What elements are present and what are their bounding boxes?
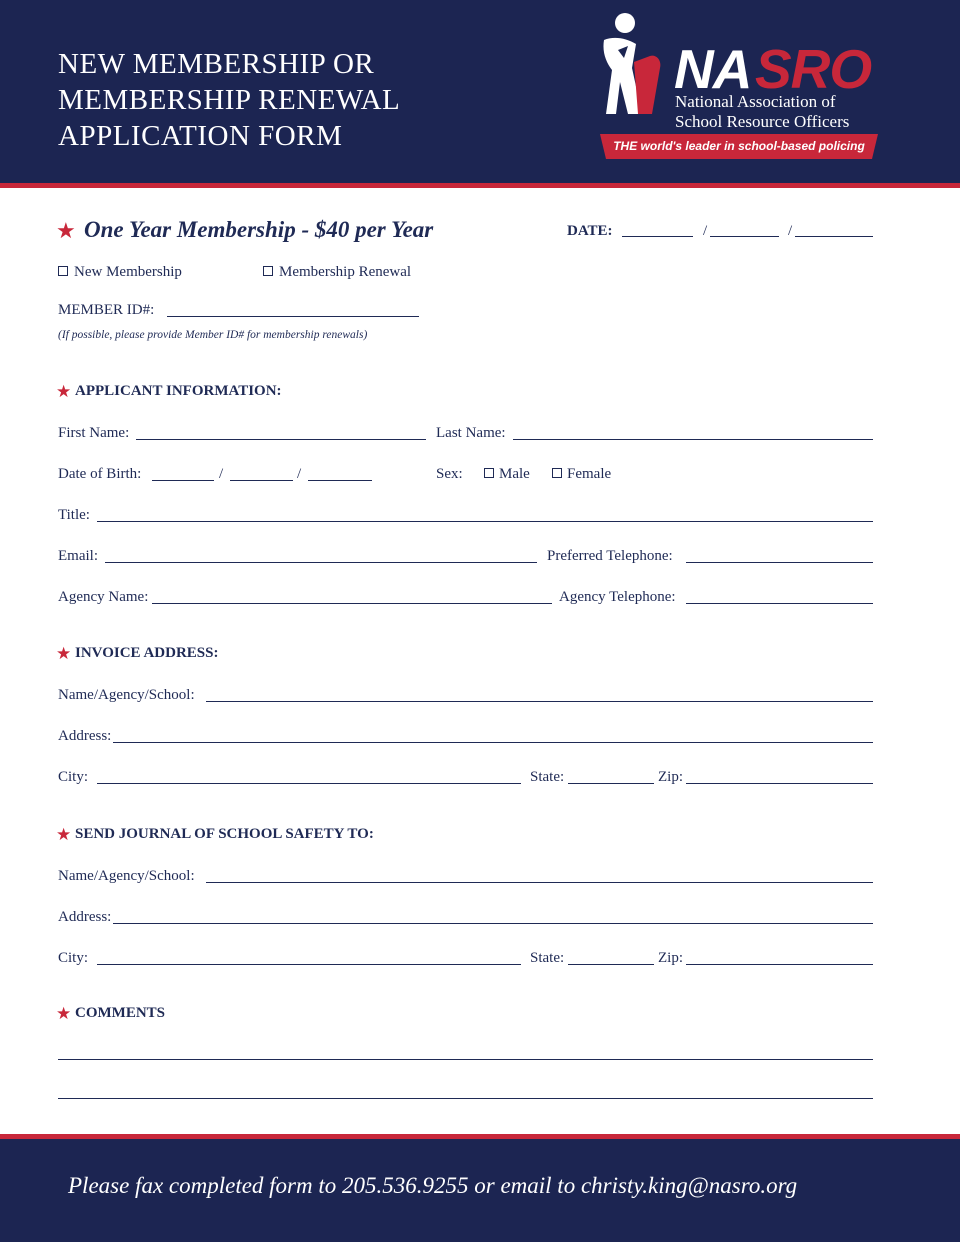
invoice-state-label: State: (530, 769, 565, 785)
invoice-state-field[interactable] (568, 783, 654, 784)
dob-separator: / (297, 466, 302, 482)
last-name-field[interactable] (513, 439, 873, 440)
last-name-label: Last Name: (436, 425, 506, 441)
membership-renewal-checkbox[interactable] (263, 266, 273, 276)
person-figure-icon (598, 10, 678, 130)
agency-name-field[interactable] (152, 603, 552, 604)
journal-state-field[interactable] (568, 964, 654, 965)
female-label: Female (567, 466, 612, 482)
new-membership-label: New Membership (74, 264, 182, 280)
sex-label: Sex: (436, 466, 463, 482)
logo-wordmark-sro: SRO (755, 38, 872, 100)
journal-city-field[interactable] (97, 964, 521, 965)
dob-month-field[interactable] (152, 480, 214, 481)
header-divider (0, 183, 960, 188)
invoice-city-field[interactable] (97, 783, 521, 784)
email-field[interactable] (105, 562, 537, 563)
comments-line-1[interactable] (58, 1059, 873, 1060)
star-icon: ★ (56, 644, 72, 663)
journal-city-label: City: (58, 950, 89, 966)
applicant-heading: APPLICANT INFORMATION: (75, 383, 282, 399)
membership-renewal-label: Membership Renewal (279, 264, 412, 280)
agency-name-label: Agency Name: (58, 589, 149, 605)
nasro-logo (598, 10, 888, 165)
comments-line-2[interactable] (58, 1098, 873, 1099)
date-separator: / (788, 223, 793, 239)
male-label: Male (499, 466, 530, 482)
invoice-address-field[interactable] (113, 742, 873, 743)
journal-name-field[interactable] (206, 882, 873, 883)
journal-zip-field[interactable] (686, 964, 873, 965)
footer-instructions: Please fax completed form to 205.536.9255 or email to christy.king@nasro.org (68, 1173, 798, 1198)
journal-address-field[interactable] (113, 923, 873, 924)
invoice-city-label: City: (58, 769, 89, 785)
invoice-name-label: Name/Agency/School: (58, 687, 195, 703)
membership-title: One Year Membership - $40 per Year (84, 217, 434, 242)
journal-name-label: Name/Agency/School: (58, 868, 195, 884)
date-month-field[interactable] (622, 236, 693, 237)
invoice-zip-label: Zip: (658, 769, 683, 785)
date-separator: / (703, 223, 708, 239)
female-checkbox[interactable] (552, 468, 562, 478)
preferred-telephone-field[interactable] (686, 562, 873, 563)
star-icon: ★ (56, 1004, 72, 1023)
journal-state-label: State: (530, 950, 565, 966)
preferred-telephone-label: Preferred Telephone: (547, 548, 673, 564)
dob-day-field[interactable] (230, 480, 293, 481)
logo-subtitle: National Association of School Resource Officers (675, 92, 850, 131)
date-label: DATE: (567, 223, 613, 239)
member-id-field[interactable] (167, 316, 419, 317)
invoice-name-field[interactable] (206, 701, 873, 702)
dob-year-field[interactable] (308, 480, 372, 481)
invoice-address-label: Address: (58, 728, 112, 744)
journal-zip-label: Zip: (658, 950, 683, 966)
invoice-heading: INVOICE ADDRESS: (75, 645, 219, 661)
date-day-field[interactable] (710, 236, 779, 237)
first-name-label: First Name: (58, 425, 130, 441)
member-id-label: MEMBER ID#: (58, 302, 155, 318)
email-label: Email: (58, 548, 98, 564)
star-icon: ★ (56, 218, 76, 243)
dob-label: Date of Birth: (58, 466, 142, 482)
male-checkbox[interactable] (484, 468, 494, 478)
logo-tagline: THE world's leader in school-based policing (613, 139, 865, 153)
journal-address-label: Address: (58, 909, 112, 925)
title-label: Title: (58, 507, 90, 523)
star-icon: ★ (56, 825, 72, 844)
invoice-zip-field[interactable] (686, 783, 873, 784)
member-id-note: (If possible, please provide Member ID# for membership renewals) (58, 329, 368, 341)
first-name-field[interactable] (136, 439, 426, 440)
logo-wordmark-na: NA (674, 38, 752, 100)
title-field[interactable] (97, 521, 873, 522)
star-icon: ★ (56, 382, 72, 401)
dob-separator: / (219, 466, 224, 482)
new-membership-checkbox[interactable] (58, 266, 68, 276)
agency-telephone-field[interactable] (686, 603, 873, 604)
date-year-field[interactable] (795, 236, 873, 237)
journal-heading: SEND JOURNAL OF SCHOOL SAFETY TO: (75, 826, 374, 842)
comments-heading: COMMENTS (75, 1005, 165, 1021)
form-title: NEW MEMBERSHIP OR MEMBERSHIP RENEWAL APPLICATION FORM (58, 48, 401, 152)
agency-telephone-label: Agency Telephone: (559, 589, 676, 605)
